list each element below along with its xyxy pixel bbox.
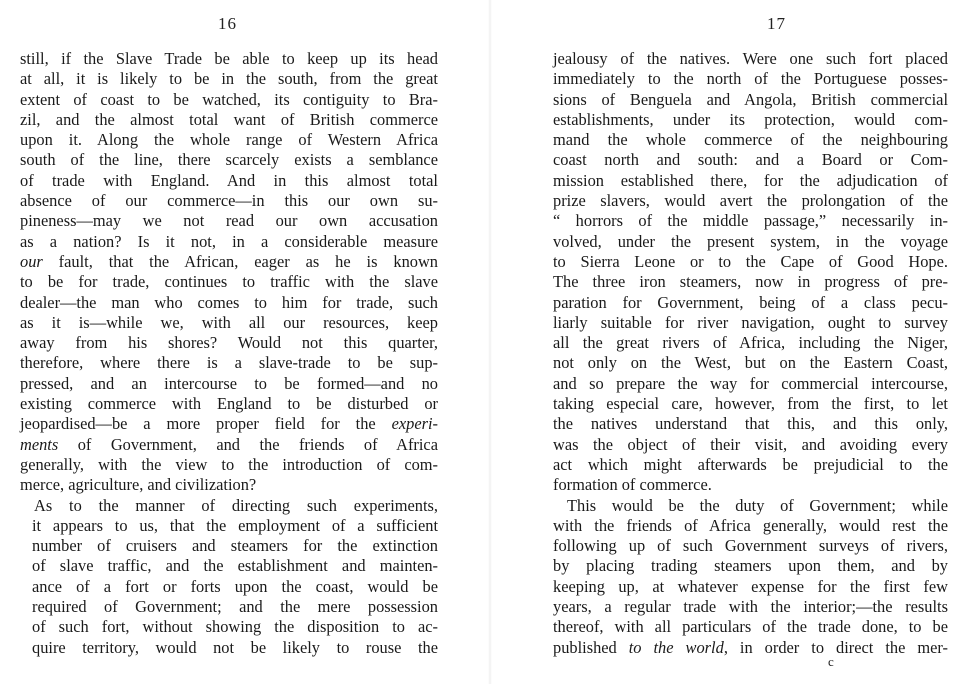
text-line: pressed, and an intercourse to be formed—and no (20, 373, 438, 393)
text-line: prize slavers, would avert the prolongation of the (553, 191, 948, 211)
line-text: , in order to direct the mer- (723, 637, 948, 657)
text-line: away from his shores? Would not this quarter, (20, 333, 438, 353)
text-line: of trade with England. And in this almost total (20, 170, 438, 190)
text-line: mission established there, for the adjudication of (553, 170, 948, 190)
text-line: south of the line, there scarcely exists a semblance (20, 150, 438, 170)
text-line: as it is—while we, with all our resources, keep (20, 312, 438, 332)
text-line: coast north and south: and a Board or Com- (553, 150, 948, 170)
text-line: as a nation? Is it not, in a considerable measure (20, 231, 438, 251)
page-number: 16 (218, 14, 237, 33)
line-text: published (553, 637, 629, 657)
text-line: establishments, under its protection, would com- (553, 109, 948, 129)
text-line: with the friends of Africa generally, would rest the (553, 515, 948, 535)
emphasis-text: to the world (628, 637, 724, 657)
text-line: all the great rivers of Africa, including the Niger, (553, 333, 948, 353)
text-line: absence of our commerce—in this our own su- (20, 191, 438, 211)
text-line: mand the whole commerce of the neighbouring (553, 130, 948, 150)
text-line: keeping up, at whatever expense for the first few (553, 576, 948, 596)
text-line: generally, with the view to the introduction of com- (20, 454, 438, 474)
text-line: at all, it is likely to be in the south, from the great (20, 69, 438, 89)
text-line: liarly suitable for river navigation, ought to survey (553, 312, 948, 332)
text-line (20, 252, 438, 272)
text-line (20, 414, 438, 434)
text-line: and so prepare the way for commercial intercourse, (553, 373, 948, 393)
text-line: therefore, where there is a slave-trade to be sup- (20, 353, 438, 373)
text-line: volved, under the present system, in the voyage (553, 231, 948, 251)
page-body-text (553, 49, 948, 658)
text-line: existing commerce with England to be disturbed or (20, 394, 438, 414)
text-line: “ horrors of the middle passage,” necessarily in- (553, 211, 948, 231)
text-line: to be for trade, continues to traffic with the slave (20, 272, 438, 292)
text-line: was the object of their visit, and avoiding every (553, 434, 948, 454)
text-line: still, if the Slave Trade be able to keep up its head (20, 49, 438, 68)
line-text: fault, that the African, eager as he is known (42, 251, 438, 271)
page-number: 17 (767, 14, 786, 33)
text-line: taking especial care, however, from the first, to let (553, 394, 948, 414)
emphasis-text: ments (20, 434, 59, 454)
text-line: it appears to us, that the employment of a sufficient (32, 515, 438, 535)
line-text: jeopardised—be a more proper field for the (20, 414, 392, 434)
text-line: dealer—the man who comes to him for trade, such (20, 292, 438, 312)
text-line: zil, and the almost total want of British commerce (20, 109, 438, 129)
text-line (20, 435, 438, 455)
text-line: immediately to the north of the Portuguese posses- (553, 69, 948, 89)
text-line: ance of a fort or forts upon the coast, would be (32, 576, 438, 596)
right-page (490, 0, 980, 684)
emphasis-text: experi- (391, 414, 438, 434)
text-line: The three iron steamers, now in progress of pre- (553, 272, 948, 292)
text-line: the natives understand that this, and this only, (553, 414, 948, 434)
text-line: years, a regular trade with the interior;—the results (553, 597, 948, 617)
text-line: merce, agriculture, and civilization? (20, 475, 257, 495)
text-line: by placing trading steamers upon them, and by (553, 556, 948, 576)
text-line: sions of Benguela and Angola, British commercial (553, 89, 948, 109)
text-line: required of Government; and the mere possession (32, 597, 438, 617)
text-line: of such fort, without showing the disposition to ac- (32, 617, 438, 637)
text-line: act which might afterwards be prejudicial to the (553, 454, 948, 474)
text-line: thereof, with all particulars of the trade done, to be (553, 617, 948, 637)
signature-mark: c (828, 654, 834, 669)
paragraph-start-line: This would be the duty of Government; while (567, 495, 948, 515)
text-line (553, 638, 948, 658)
emphasis-text: our (20, 251, 43, 271)
text-line: to Sierra Leone or to the Cape of Good Hope. (553, 251, 948, 271)
text-line: paration for Government, being of a class pecu- (553, 292, 948, 312)
text-line: formation of commerce. (553, 475, 712, 495)
text-line: following up of such Government surveys of rivers, (553, 536, 948, 556)
text-line: upon it. Along the whole range of Western Africa (20, 130, 438, 150)
paragraph-start-line: As to the manner of directing such experiments, (34, 495, 438, 515)
text-line: of slave traffic, and the establishment and mainten- (32, 556, 438, 576)
text-line: jealousy of the natives. Were one such fort placed (553, 49, 948, 68)
text-line: number of cruisers and steamers for the extinction (32, 536, 438, 556)
line-text: of Government, and the friends of Africa (58, 434, 438, 454)
text-line: pineness—may we not read our own accusation (20, 211, 438, 231)
text-line: not only on the West, but on the Eastern Coast, (553, 353, 948, 373)
text-line: extent of coast to be watched, its contiguity to Bra- (20, 89, 438, 109)
page-body-text (20, 49, 438, 658)
text-line: quire territory, would not be likely to rouse the (32, 637, 438, 657)
